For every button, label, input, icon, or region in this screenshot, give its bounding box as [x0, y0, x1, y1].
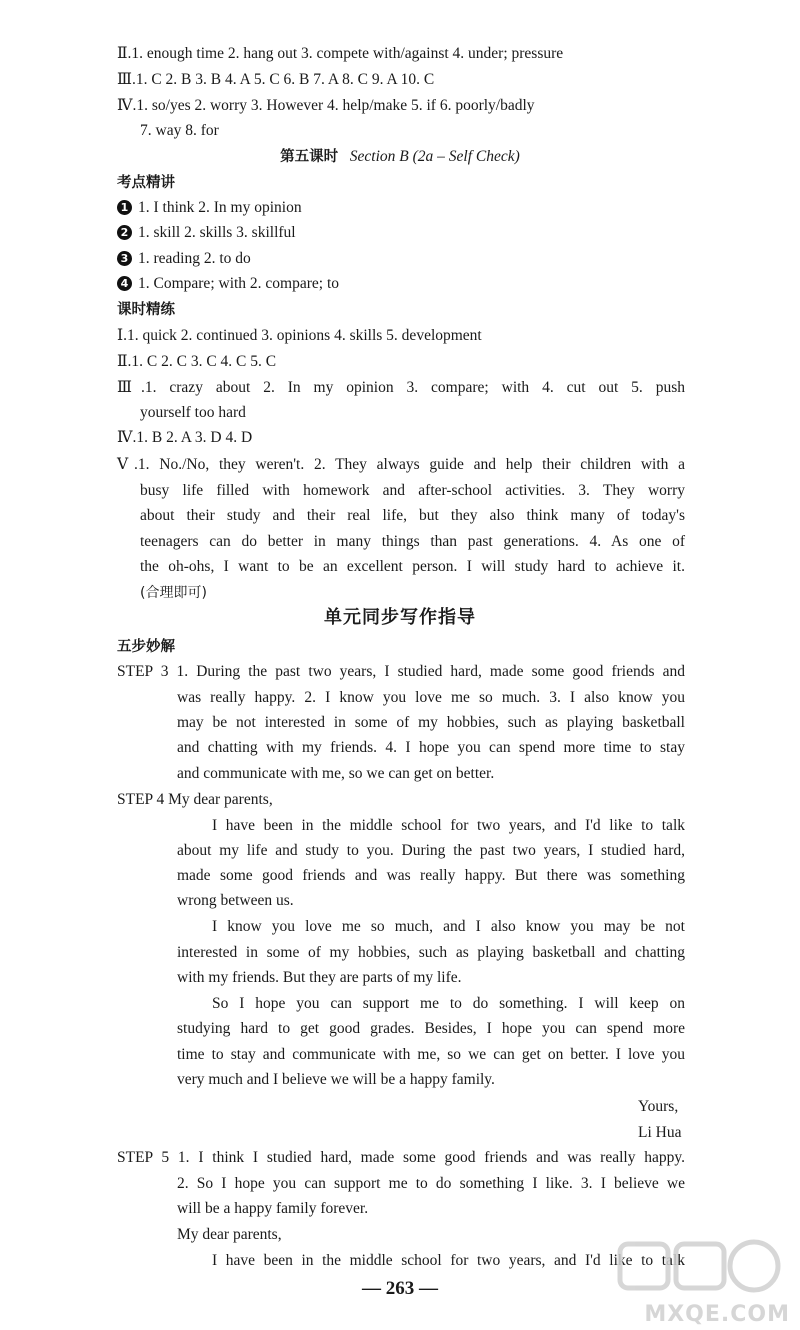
lesson-heading-en: Section B (2a – Self Check): [349, 148, 520, 165]
answer-line-2: Ⅱ.1. enough time 2. hang out 3. compete with/against 4. under; pressure: [117, 45, 564, 62]
point-4: [117, 274, 339, 294]
step4-line-4: made some good friends and was really happy. But there was something: [177, 867, 685, 884]
page-number: — 263 —: [362, 1278, 438, 1299]
watermark-text: MXQE.COM: [644, 1302, 790, 1327]
step4-line-7: interested in some of my hobbies, such as playing basketball and chatting: [177, 944, 685, 961]
step4-line-11: time to stay and communicate with me, so we can get on better. I love you: [177, 1046, 685, 1063]
practice-line-1: Ⅰ.1. quick 2. continued 3. opinions 4. skills 5. development: [117, 327, 482, 344]
point-3-text: 1. reading 2. to do: [138, 250, 251, 267]
point-2-text: 1. skill 2. skills 3. skillful: [138, 224, 296, 241]
step4-line-1: STEP 4 My dear parents,: [117, 791, 273, 808]
practice-v-line-3: about their study and their real life, but they also think many of today's: [140, 507, 685, 524]
step4-line-2: I have been in the middle school for two years, and I'd like to talk: [212, 817, 685, 834]
lesson-heading-cn: 第五课时: [280, 149, 339, 165]
step4-line-8: with my friends. But they are parts of my life.: [177, 969, 462, 986]
step4-line-5: wrong between us.: [177, 892, 294, 909]
practice-v-line-5: the oh-ohs, I want to be an excellent person. I will study hard to achieve it.: [140, 558, 685, 575]
section-heading-wubu: 五步妙解: [117, 639, 175, 655]
practice-line-4: Ⅳ.1. B 2. A 3. D 4. D: [117, 429, 253, 446]
step3-line-5: and communicate with me, so we can get on better.: [177, 765, 495, 782]
step4-signature: Li Hua: [638, 1124, 682, 1141]
section-heading-keshi: 课时精练: [117, 302, 175, 318]
circle-number-4: 4: [117, 276, 132, 291]
step5-line-4: My dear parents,: [177, 1226, 282, 1243]
step4-line-6: I know you love me so much, and I also know you may be not: [212, 918, 685, 935]
section-heading-kaodian: 考点精讲: [117, 175, 175, 191]
step5-line-2: 2. So I hope you can support me to do something I like. 3. I believe we: [177, 1175, 685, 1192]
answer-line-4-cont: 7. way 8. for: [140, 122, 219, 139]
step4-line-12: very much and I believe we will be a happy family.: [177, 1071, 495, 1088]
point-1: [117, 198, 302, 218]
lesson-heading: [0, 147, 800, 167]
practice-v-line-1: Ⅴ.1. No./No, they weren't. 2. They always guide and help their children with a: [117, 456, 685, 473]
point-4-text: 1. Compare; with 2. compare; to: [138, 275, 340, 292]
point-3: [117, 249, 251, 269]
step3-line-4: and chatting with my friends. 4. I hope you can spend more time to stay: [177, 739, 685, 756]
step3-line-1: STEP 3 1. During the past two years, I studied hard, made some good friends and: [117, 663, 685, 680]
point-1-text: 1. I think 2. In my opinion: [138, 199, 302, 216]
step4-line-3: about my life and study to you. During the past two years, I studied hard,: [177, 842, 685, 859]
practice-v-line-2: busy life filled with homework and after-school activities. 3. They worry: [140, 482, 685, 499]
step3-line-3: may be not interested in some of my hobbies, such as playing basketball: [177, 714, 685, 731]
practice-line-3-cont: yourself too hard: [140, 404, 246, 421]
practice-v-note: (合理即可): [140, 585, 207, 601]
practice-line-3: Ⅲ.1. crazy about 2. In my opinion 3. compare; with 4. cut out 5. push: [117, 379, 685, 396]
circle-number-1: 1: [117, 200, 132, 215]
answer-line-3: Ⅲ.1. C 2. B 3. B 4. A 5. C 6. B 7. A 8. C 9. A 10. C: [117, 71, 435, 88]
circle-number-2: 2: [117, 225, 132, 240]
practice-v-line-4: teenagers can do better in many things than past generations. 4. As one of: [140, 533, 685, 550]
step5-line-3: will be a happy family forever.: [177, 1200, 369, 1217]
point-2: [117, 223, 296, 243]
step3-line-2: was really happy. 2. I know you love me so much. 3. I also know you: [177, 689, 685, 706]
practice-line-2: Ⅱ.1. C 2. C 3. C 4. C 5. C: [117, 353, 277, 370]
step4-line-9: So I hope you can support me to do something. I will keep on: [212, 995, 685, 1012]
step5-line-5: I have been in the middle school for two years, and I'd like to talk: [212, 1252, 685, 1269]
step4-line-10: studying hard to get good grades. Besides, I hope you can spend more: [177, 1020, 685, 1037]
step4-closing: Yours,: [638, 1098, 679, 1115]
answer-line-4: Ⅳ.1. so/yes 2. worry 3. However 4. help/make 5. if 6. poorly/badly: [117, 97, 535, 114]
circle-number-3: 3: [117, 251, 132, 266]
unit-writing-title: 单元同步写作指导: [324, 607, 476, 628]
step5-line-1: STEP 5 1. I think I studied hard, made some good friends and was really happy.: [117, 1149, 685, 1166]
